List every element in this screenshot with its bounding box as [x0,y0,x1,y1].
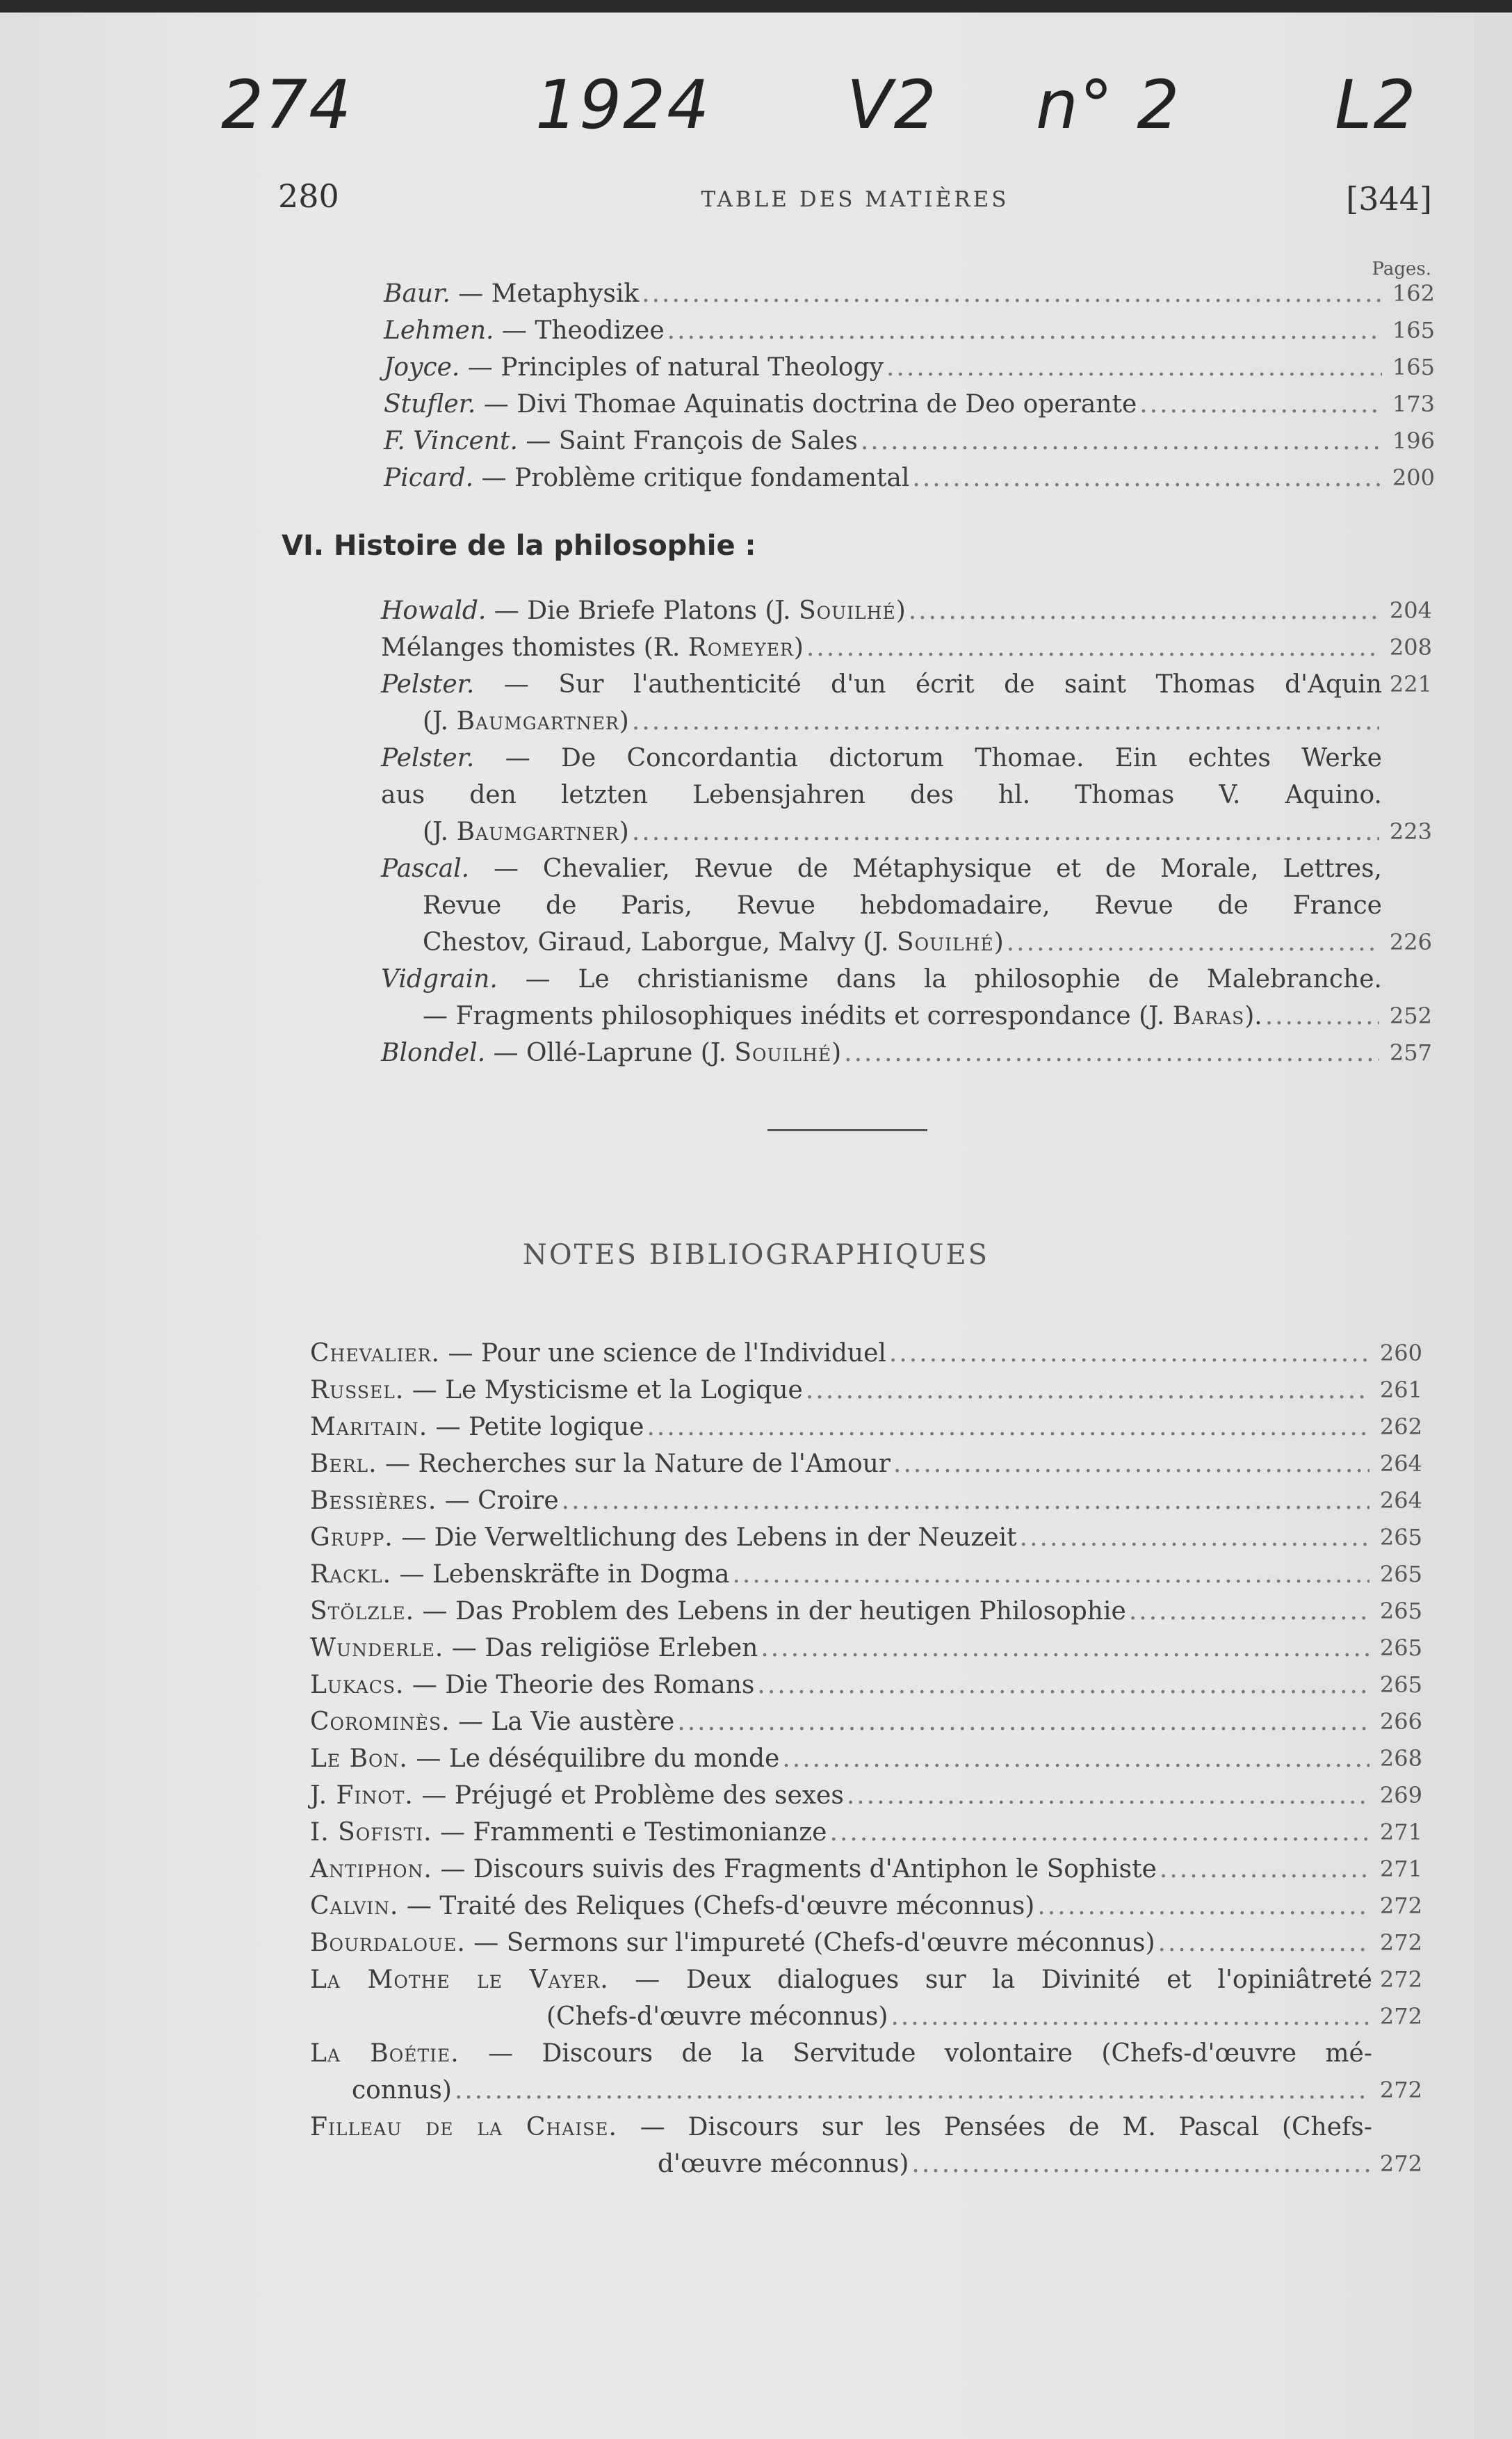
leader-dots [847,1777,1369,1814]
toc-entry [310,1409,1422,1445]
entry-text [310,1740,779,1777]
entry-page: 264 [1379,1487,1422,1514]
leader-dots [844,1035,1379,1071]
entry-author: Pelster. [381,744,475,772]
entry-title: — Le Mysticisme et la Logique [404,1376,803,1404]
entry-tail: ) [619,707,629,736]
leader-dots [861,423,1382,460]
pages-column-label: Pages. [1372,259,1431,279]
entry-text [310,1667,754,1703]
entry-text [310,1777,844,1814]
entry-page: 173 [1392,391,1435,417]
handwritten-volume: V2 [847,66,938,144]
leader-dots [893,1445,1369,1482]
entry-title: Chestov, Giraud, Laborgue, Malvy (J. [423,928,897,957]
entry-page: 271 [1379,1819,1422,1845]
entry-text [384,423,858,460]
entry-page: 221 [1389,671,1432,697]
entry-title: connus) [352,2076,452,2105]
entry-author: La Boétie. [310,2039,460,2068]
entry-title: — Die Verweltlichung des Lebens in der Neuzeit [393,1523,1017,1552]
toc-entry [310,1777,1422,1814]
entry-page: 265 [1379,1524,1422,1550]
toc-entry [381,1035,1432,1071]
toc-entry [310,1630,1422,1667]
entry-text [384,275,639,312]
entry-author: Stufler. [384,390,476,419]
leader-dots [1129,1593,1369,1630]
entry-reviewer: Souilhé [798,597,896,625]
entry-page: 223 [1389,818,1432,845]
entry-text [381,1035,841,1071]
leader-dots [912,460,1382,496]
entry-page: 271 [1379,1856,1422,1882]
entry-page: 208 [1389,634,1432,661]
entry-title: — Pour une science de l'Individuel [440,1339,886,1368]
entry-author: Filleau de la Chaise. [310,2113,617,2141]
entry-author: Russel. [310,1376,405,1404]
entry-author: Chevalier. [310,1339,441,1368]
entry-author: Bessières. [310,1486,437,1515]
section-vi-list [381,592,1432,1071]
entry-page: 272 [1379,2150,1422,2177]
entry-page: 196 [1392,428,1435,454]
entry-page: 265 [1379,1671,1422,1698]
entry-author: Lehmen. [384,316,494,345]
toc-entry [310,1482,1422,1519]
running-header [278,177,1432,226]
entry-text [423,887,1382,924]
entry-reviewer: Baras [1172,1002,1245,1030]
entry-page: 162 [1392,280,1435,307]
entry-tail: ). [1244,1002,1262,1030]
entry-text [381,777,1382,813]
leader-dots [632,813,1379,850]
entry-text [310,1630,758,1667]
entry-title: — Croire [437,1486,559,1515]
toc-entry [310,1445,1422,1482]
entry-title: — Recherches sur la Nature de l'Amour [377,1450,891,1478]
toc-entry [310,1593,1422,1630]
entry-page: 226 [1389,929,1432,955]
entry-text [310,1335,886,1372]
entry-author: J. Finot. [310,1781,414,1810]
entry-page: 268 [1379,1745,1422,1772]
entry-author: F. Vincent. [384,427,518,455]
entry-page: 265 [1379,1561,1422,1587]
entry-text [310,1703,674,1740]
entry-text [310,2035,1372,2072]
entry-title: — Discours suivis des Fragments d'Antiphon le Sophiste [432,1855,1157,1883]
entry-title: aus den letzten Lebensjahren des hl. Thomas V. Aquino. [381,781,1382,809]
entry-page: 264 [1379,1450,1422,1477]
leader-dots [806,1372,1369,1409]
entry-text [310,2109,1372,2146]
toc-entry [310,1925,1422,1961]
entry-text [310,1888,1034,1925]
toc-entry [384,349,1435,386]
entry-page: 257 [1389,1039,1432,1066]
page-number: 280 [278,177,339,215]
entry-author: I. Sofisti. [310,1818,432,1847]
entry-author: Picard. [384,464,474,492]
toc-entry [381,924,1432,961]
toc-entry [381,850,1432,887]
entry-page: 266 [1379,1708,1422,1735]
leader-dots [642,275,1382,312]
entry-title: — Divi Thomae Aquinatis doctrina de Deo operante [475,390,1137,419]
entry-title: — Discours sur les Pensées de M. Pascal (Chefs- [617,2113,1372,2141]
entry-page: 272 [1379,2077,1422,2103]
entry-page: 165 [1392,354,1435,380]
toc-entry [381,813,1432,850]
entry-title: — Préjugé et Problème des sexes [413,1781,844,1810]
entry-text [423,998,1262,1035]
entry-tail: ) [619,818,629,846]
entry-page: 265 [1379,1598,1422,1624]
handwritten-number: n° 2 [1036,66,1181,144]
toc-entry [310,1888,1422,1925]
toc-entry [310,1961,1422,1998]
section-v-list [384,275,1435,496]
bracket-number: [344] [1346,180,1432,218]
entry-page: 272 [1379,1966,1422,1993]
entry-text [310,1556,729,1593]
leader-dots [732,1556,1369,1593]
entry-author: Vidgrain. [381,965,498,994]
toc-entry [381,629,1432,666]
entry-page: 200 [1392,464,1435,491]
entry-text [310,1925,1155,1961]
entry-page: 269 [1379,1782,1422,1808]
entry-title: — La Vie austère [450,1708,675,1736]
entry-text [381,666,1382,703]
entry-author: Calvin. [310,1892,399,1920]
entry-tail: ) [793,633,804,662]
notes-list [310,1335,1422,2182]
leader-dots [632,703,1379,740]
entry-title: — Die Briefe Platons (J. [486,597,799,625]
entry-text [381,629,804,666]
handwritten-year: 1924 [535,66,711,144]
toc-entry [384,312,1435,349]
leader-dots [909,592,1379,629]
toc-entry [310,1814,1422,1851]
leader-dots [667,312,1382,349]
entry-title: Revue de Paris, Revue hebdomadaire, Revue de France [423,891,1382,920]
entry-author: Howald. [381,597,487,625]
entry-author: Lukacs. [310,1671,405,1699]
entry-author: Rackl. [310,1560,392,1589]
entry-text [352,2072,452,2109]
scan-top-edge [0,0,1512,13]
entry-text [381,592,906,629]
entry-title: d'œuvre méconnus) [658,2150,909,2178]
entry-title: — Traité des Reliques (Chefs-d'œuvre méconnus) [398,1892,1035,1920]
entry-author: Bourdaloue. [310,1929,466,1957]
entry-title: — Das religiöse Erleben [444,1634,758,1662]
toc-entry [384,275,1435,312]
toc-entry [384,460,1435,496]
toc-entry [384,386,1435,423]
toc-entry [310,2109,1422,2146]
toc-entry [310,1851,1422,1888]
toc-entry [310,1667,1422,1703]
entry-tail: ) [993,928,1004,957]
toc-entry [310,1998,1422,2035]
leader-dots [761,1630,1369,1667]
entry-author: Stölzle. [310,1597,415,1626]
toc-entry [310,1335,1422,1372]
entry-text [384,386,1137,423]
leader-dots [757,1667,1369,1703]
entry-text [310,1593,1126,1630]
entry-author: Berl. [310,1450,377,1478]
entry-page: 262 [1379,1413,1422,1440]
leader-dots [1020,1519,1369,1556]
entry-title: — Lebenskräfte in Dogma [391,1560,730,1589]
entry-title: — Das Problem des Lebens in der heutigen Philosophie [414,1597,1126,1626]
entry-title: (J. [423,818,457,846]
entry-reviewer: Baumgartner [456,707,619,736]
entry-author: Wunderle. [310,1634,444,1662]
toc-entry [310,1740,1422,1777]
entry-title: — Discours de la Servitude volontaire (Chefs-d'œuvre mé- [459,2039,1372,2068]
entry-author: Pelster. [381,670,475,699]
leader-dots [1265,998,1379,1035]
toc-entry [381,703,1432,740]
entry-reviewer: Souilhé [734,1039,832,1067]
entry-author: Maritain. [310,1413,428,1441]
leader-dots [891,1998,1369,2035]
entry-title: — Problème critique fondamental [473,464,910,492]
entry-page: 165 [1392,317,1435,343]
entry-text [381,961,1382,998]
leader-dots [806,629,1379,666]
entry-tail: ) [831,1039,842,1067]
toc-entry [310,1519,1422,1556]
entry-title: — Chevalier, Revue de Métaphysique et de Morale, Lettres, [469,854,1382,883]
entry-tail: ) [895,597,906,625]
toc-entry [381,666,1432,703]
leader-dots [647,1409,1369,1445]
entry-reviewer: Souilhé [896,928,994,957]
entry-text [381,740,1382,777]
toc-entry [381,740,1432,777]
leader-dots [562,1482,1369,1519]
divider-rule [767,1129,927,1131]
toc-entry [310,2035,1422,2072]
entry-text [546,1998,888,2035]
leader-dots [782,1740,1369,1777]
entry-title: — De Concordantia dictorum Thomae. Ein echtes Werke [474,744,1382,772]
leader-dots [911,2146,1369,2182]
entry-author: Joyce. [384,353,460,382]
entry-page: 261 [1379,1377,1422,1403]
entry-author: Pascal. [381,854,470,883]
leader-dots [886,349,1382,386]
entry-title: Mélanges thomistes (R. [381,633,688,662]
entry-text [310,1851,1157,1888]
entry-text [310,1519,1017,1556]
entry-title: — Metaphysik [450,279,640,308]
entry-title: (J. [423,707,457,736]
entry-title: — Principles of natural Theology [460,353,884,382]
entry-title: — Ollé-Laprune (J. [485,1039,735,1067]
entry-text [310,1445,891,1482]
entry-title: — Sermons sur l'impureté (Chefs-d'œuvre méconnus) [465,1929,1155,1957]
entry-title: (Chefs-d'œuvre méconnus) [546,2002,888,2031]
leader-dots [677,1703,1369,1740]
entry-title: — Frammenti e Testimonianze [432,1818,827,1847]
leader-dots [1139,386,1382,423]
entry-reviewer: Baumgartner [456,818,619,846]
entry-text [381,850,1382,887]
leader-dots [1037,1888,1369,1925]
toc-entry [381,998,1432,1035]
entry-page: 272 [1379,1929,1422,1956]
entry-page: 265 [1379,1635,1422,1661]
leader-dots [1007,924,1379,961]
entry-author: Le Bon. [310,1744,408,1773]
toc-entry [310,2072,1422,2109]
entry-page: 252 [1389,1003,1432,1029]
leader-dots [1158,1925,1369,1961]
entry-author: Blondel. [381,1039,486,1067]
leader-dots [1160,1851,1369,1888]
toc-entry [310,1556,1422,1593]
handwritten-ref: 274 [221,66,353,144]
entry-page: 260 [1379,1340,1422,1366]
toc-entry [310,2146,1422,2182]
entry-author: La Mothe le Vayer. [310,1966,609,1994]
entry-page: 272 [1379,1893,1422,1919]
toc-entry [381,592,1432,629]
entry-text [310,1961,1372,1998]
leader-dots [455,2072,1369,2109]
entry-page: 204 [1389,597,1432,624]
entry-title: — Petite logique [428,1413,644,1441]
entry-title: — Die Theorie des Romans [404,1671,755,1699]
entry-text [658,2146,909,2182]
handwritten-code: L2 [1335,66,1417,144]
entry-title: — Deux dialogues sur la Divinité et l'opiniâtreté [608,1966,1372,1994]
leader-dots [830,1814,1370,1851]
page-title: TABLE DES MATIÈRES [701,187,1009,212]
entry-title: — Fragments philosophiques inédits et correspondance (J. [423,1002,1173,1030]
entry-text [384,460,909,496]
entry-text [310,1372,803,1409]
entry-text [384,312,665,349]
entry-text [310,1482,559,1519]
toc-entry [381,961,1432,998]
leader-dots [889,1335,1369,1372]
entry-text [423,924,1004,961]
entry-title: — Le déséquilibre du monde [407,1744,780,1773]
toc-entry [381,887,1432,924]
entry-author: Grupp. [310,1523,393,1552]
entry-title: — Sur l'authenticité d'un écrit de saint Thomas d'Aquin [474,670,1382,699]
entry-text [423,703,629,740]
entry-text [310,1814,827,1851]
entry-text [423,813,629,850]
section-heading: VI. Histoire de la philosophie : [282,530,756,562]
toc-entry [310,1372,1422,1409]
entry-title: — Le christianisme dans la philosophie de Malebranche. [497,965,1382,994]
toc-entry [381,777,1432,813]
entry-author: Corominès. [310,1708,450,1736]
toc-entry [310,1703,1422,1740]
entry-title: — Saint François de Sales [517,427,858,455]
entry-author: Antiphon. [310,1855,432,1883]
toc-entry [384,423,1435,460]
entry-text [310,1409,644,1445]
entry-reviewer: Romeyer [688,633,794,662]
entry-page: 272 [1379,2003,1422,2029]
entry-title: — Theodizee [494,316,665,345]
entry-author: Baur. [384,279,450,308]
entry-text [384,349,884,386]
notes-heading: NOTES BIBLIOGRAPHIQUES [522,1239,990,1271]
